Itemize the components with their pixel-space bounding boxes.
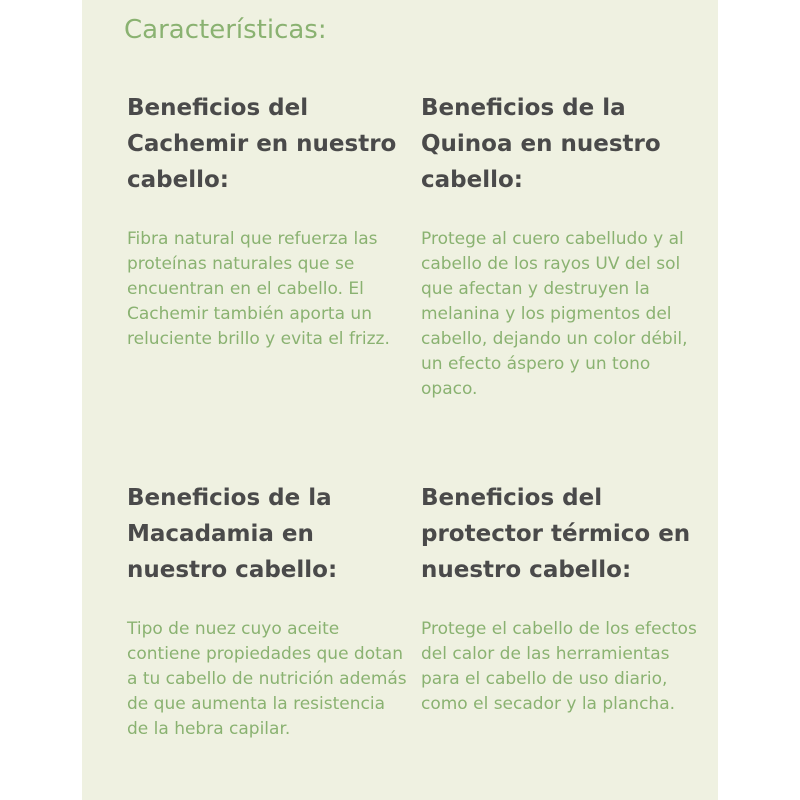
section-macadamia	[127, 480, 407, 739]
section-text: Protege el cabello de los efectos del calor de las herramientas para el cabello de uso diario, como el secador y la plancha.	[421, 619, 697, 714]
section-text: Fibra natural que refuerza las proteínas naturales que se encuentran en el cabello. El Cachemir también aporta un reluciente brillo y evita el frizz.	[127, 229, 390, 349]
section-heading: Beneficios del Cachemir en nuestro cabello:	[127, 95, 397, 193]
section-text: Tipo de nuez cuyo aceite contiene propiedades que dotan a tu cabello de nutrición además de que aumenta la resistencia de la hebra capilar.	[127, 619, 407, 739]
section-text: Protege al cuero cabelludo y al cabello de los rayos UV del sol que afectan y destruyen la melanina y los pigmentos del cabello, dejando un color débil, un efecto áspero y un tono opaco.	[421, 229, 688, 399]
features-card	[82, 0, 718, 800]
section-heat-protector	[421, 480, 701, 714]
section-heading: Beneficios de la Macadamia en nuestro cabello:	[127, 485, 338, 583]
section-heading: Beneficios de la Quinoa en nuestro cabello:	[421, 95, 661, 193]
section-quinoa	[421, 90, 701, 399]
page-title: Características:	[124, 15, 327, 45]
section-heading: Beneficios del protector térmico en nuestro cabello:	[421, 485, 691, 583]
section-cashmere	[127, 90, 407, 349]
